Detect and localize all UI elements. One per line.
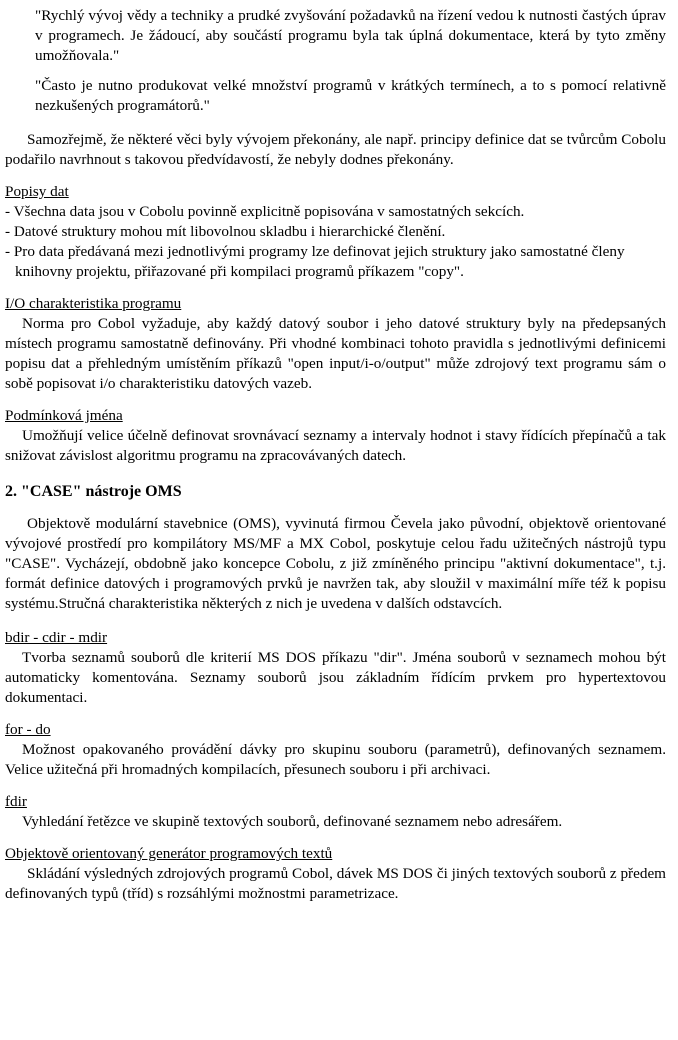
- section-podminkova-jmena: [5, 406, 666, 466]
- quote-paragraph-1: "Rychlý vývoj vědy a techniky a prudké zvyšování požadavků na řízení vedou k nutnosti častých úprav v programech. Je žádoucí, aby součástí programu byla tak úplná dokumentace, která by tyto změny umožňovala.": [35, 7, 666, 64]
- list-item: - Pro data předávaná mezi jednotlivými programy lze definovat jejich struktury jako samostatné členy knihovny projektu, přiřazované při kompilaci programů příkazem "copy".: [5, 243, 625, 280]
- io-heading: I/O charakteristika programu: [5, 295, 182, 312]
- list-item: - Datové struktury mohou mít libovolnou skladbu i hierarchické členění.: [5, 223, 446, 240]
- tool-paragraph: Skládání výsledných zdrojových programů Cobol, dávek MS DOS či jiných textových souborů z předem definovaných typů (tříd) s rozsáhlými možnostmi parametrizace.: [5, 865, 666, 902]
- tool-fdir: [5, 792, 666, 832]
- tool-heading: fdir: [5, 793, 27, 810]
- tool-heading: Objektově orientovaný generátor programových textů: [5, 845, 333, 862]
- podminkova-heading: Podmínková jména: [5, 407, 123, 424]
- tool-generator: [5, 844, 666, 904]
- quote-paragraph-2: "Často je nutno produkovat velké množství programů v krátkých termínech, a to s pomocí relativně nezkušených programátorů.": [35, 77, 666, 114]
- section-2-title: 2. "CASE" nástroje OMS: [5, 483, 182, 500]
- section-popisy-dat: [5, 182, 666, 282]
- popisy-dat-list: [5, 202, 666, 282]
- tool-paragraph: Možnost opakovaného provádění dávky pro skupinu souboru (parametrů), definovaných seznamem. Velice užitečná při hromadných kompilacích, přesunech souboru i při archivaci.: [5, 741, 666, 778]
- list-item: - Všechna data jsou v Cobolu povinně explicitně popisována v samostatných sekcích.: [5, 203, 525, 220]
- tool-paragraph: Vyhledání řetězce ve skupině textových souborů, definované seznamem nebo adresářem.: [22, 813, 563, 830]
- io-paragraph: Norma pro Cobol vyžaduje, aby každý datový soubor i jeho datové struktury byly na předepsaných místech programu samostatně definovány. Při vhodné kombinaci tohoto pravidla s jednotlivými definicemi popisu dat a přehledným umístěním příkazů "open input/i-o/output" může zdrojový text programu sám o sobě popisovat i/o charakteristiku datových vazeb.: [5, 315, 666, 392]
- tool-heading: bdir - cdir - mdir: [5, 629, 108, 646]
- popisy-dat-heading: Popisy dat: [5, 183, 69, 200]
- tool-bdir: [5, 628, 666, 708]
- tool-for-do: [5, 720, 666, 780]
- section-io-charakteristika: [5, 294, 666, 394]
- intro-paragraph: Samozřejmě, že některé věci byly vývojem překonány, ale např. principy definice dat se tvůrcům Cobolu podařilo navrhnout s takovou předvídavostí, že nebyly dodnes překonány.: [5, 131, 666, 168]
- tool-paragraph: Tvorba seznamů souborů dle kriterií MS DOS příkazu "dir". Jména souborů v seznamech mohou být automaticky komentována. Seznamy souborů jsou základním řídícím prvkem pro hypertextovou dokumentaci.: [5, 649, 666, 706]
- tool-heading: for - do: [5, 721, 51, 738]
- section-2-paragraph: Objektově modulární stavebnice (OMS), vyvinutá firmou Čevela jako původní, objektově orientované vývojové prostředí pro kompilátory MS/MF a MX Cobol, poskytuje celou řadu užitečných nástrojů typu "CASE". Vycházejí, obdobně jako koncepce Cobolu, z již zmíněného principu "aktivní dokumentace", t.j. formát definice datových i programových prvků je navržen tak, aby sloužil v maximální míře též k popisu systému.Stručná charakteristika některých z nich je uvedena v dalších odstavcích.: [5, 515, 666, 612]
- podminkova-paragraph: Umožňují velice účelně definovat srovnávací seznamy a intervaly hodnot i stavy řídících přepínačů a tak snižovat závislost algoritmu programu na zpracovávaných datech.: [5, 427, 666, 464]
